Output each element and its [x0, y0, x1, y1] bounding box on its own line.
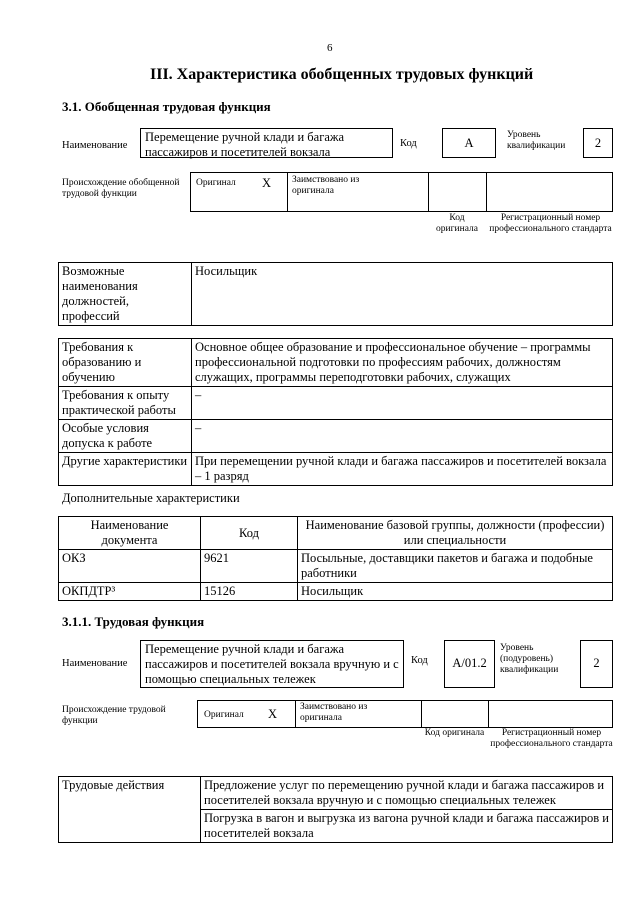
gtf-positions-table [58, 262, 613, 326]
tf-code-original-label: Код оригинала [424, 728, 485, 738]
gtf-level-label: Уровень квалификации [507, 130, 566, 151]
gtf-level-value: 2 [583, 128, 613, 158]
gtf-name-value: Перемещение ручной клади и багажа пассажиров и посетителей вокзала [140, 128, 393, 158]
table-row [59, 777, 613, 810]
tf-code-label: Код [411, 655, 428, 666]
req-value: – [192, 420, 613, 453]
table-row [59, 263, 613, 326]
additional-header-code: Код [201, 517, 298, 550]
additional-table [58, 516, 613, 601]
tf-origin-divider-2 [421, 700, 422, 728]
table-row [59, 550, 613, 583]
req-value: Основное общее образование и профессиональное обучение – программы профессиональной подготовки по профессиям рабочих, должностям служащих, программы переподготовки рабочих, служащих [192, 339, 613, 387]
table-row [59, 583, 613, 601]
tf-level-value: 2 [580, 640, 613, 688]
additional-heading: Дополнительные характеристики [62, 491, 240, 505]
table-row [59, 453, 613, 486]
tf-actions-table [58, 776, 613, 843]
gtf-borrowed-label: Заимствовано из оригинала [292, 175, 360, 196]
gtf-name-label: Наименование [62, 140, 128, 151]
tf-origin-label: Происхождение трудовой функции [62, 705, 166, 726]
table-row [59, 420, 613, 453]
additional-cell: 15126 [201, 583, 298, 601]
additional-cell: ОКПДТР³ [59, 583, 201, 601]
tf-borrowed-label: Заимствовано из оригинала [300, 702, 368, 723]
gtf-original-mark: X [262, 176, 272, 190]
section-title: III. Характеристика обобщенных трудовых функций [150, 66, 534, 83]
gtf-reg-number-label: Регистрационный номер профессионального стандарта [489, 213, 612, 234]
table-row [59, 339, 613, 387]
additional-cell: 9621 [201, 550, 298, 583]
additional-header-name: Наименование базовой группы, должности (профессии) или специальности [298, 517, 613, 550]
gtf-heading: 3.1. Обобщенная трудовая функция [62, 99, 271, 114]
gtf-original-label: Оригинал [196, 178, 236, 188]
gtf-positions-value: Носильщик [192, 263, 613, 326]
gtf-origin-divider-1 [287, 172, 288, 212]
gtf-requirements-table [58, 338, 613, 486]
tf-reg-number-label: Регистрационный номер профессионального стандарта [490, 728, 613, 749]
req-value: – [192, 387, 613, 420]
tf-code-value: A/01.2 [444, 640, 495, 688]
tf-name-label: Наименование [62, 658, 128, 669]
page-number: 6 [327, 42, 333, 54]
req-label: Особые условия допуска к работе [59, 420, 192, 453]
req-value: При перемещении ручной клади и багажа пассажиров и посетителей вокзала – 1 разряд [192, 453, 613, 486]
tf-heading: 3.1.1. Трудовая функция [62, 614, 205, 629]
tf-name-value: Перемещение ручной клади и багажа пассажиров и посетителей вокзала вручную и с помощью специальных тележек [140, 640, 404, 688]
table-row [59, 517, 613, 550]
tf-origin-divider-3 [488, 700, 489, 728]
req-label: Требования к опыту практической работы [59, 387, 192, 420]
req-label: Другие характеристики [59, 453, 192, 486]
gtf-origin-divider-3 [486, 172, 487, 212]
gtf-code-value: A [442, 128, 496, 158]
gtf-origin-label: Происхождение обобщенной трудовой функции [62, 178, 180, 199]
gtf-origin-divider-2 [428, 172, 429, 212]
tf-level-label: Уровень (подуровень) квалификации [500, 643, 559, 675]
req-label: Требования к образованию и обучению [59, 339, 192, 387]
gtf-code-label: Код [400, 138, 417, 149]
tf-action-item: Погрузка в вагон и выгрузка из вагона ручной клади и багажа пассажиров и посетителей вокзала [201, 810, 613, 843]
additional-header-doc: Наименование документа [59, 517, 201, 550]
tf-action-item: Предложение услуг по перемещению ручной клади и багажа пассажиров и посетителей вокзала вручную и с помощью специальных тележек [201, 777, 613, 810]
tf-origin-divider-1 [295, 700, 296, 728]
gtf-positions-label: Возможные наименования должностей, профессий [59, 263, 192, 326]
tf-original-label: Оригинал [204, 710, 244, 720]
table-row [59, 387, 613, 420]
additional-cell: Посыльные, доставщики пакетов и багажа и подобные работники [298, 550, 613, 583]
tf-actions-label: Трудовые действия [59, 777, 201, 843]
additional-cell: ОКЗ [59, 550, 201, 583]
gtf-code-original-label: Код оригинала [436, 213, 478, 234]
additional-cell: Носильщик [298, 583, 613, 601]
tf-original-mark: X [268, 707, 278, 721]
